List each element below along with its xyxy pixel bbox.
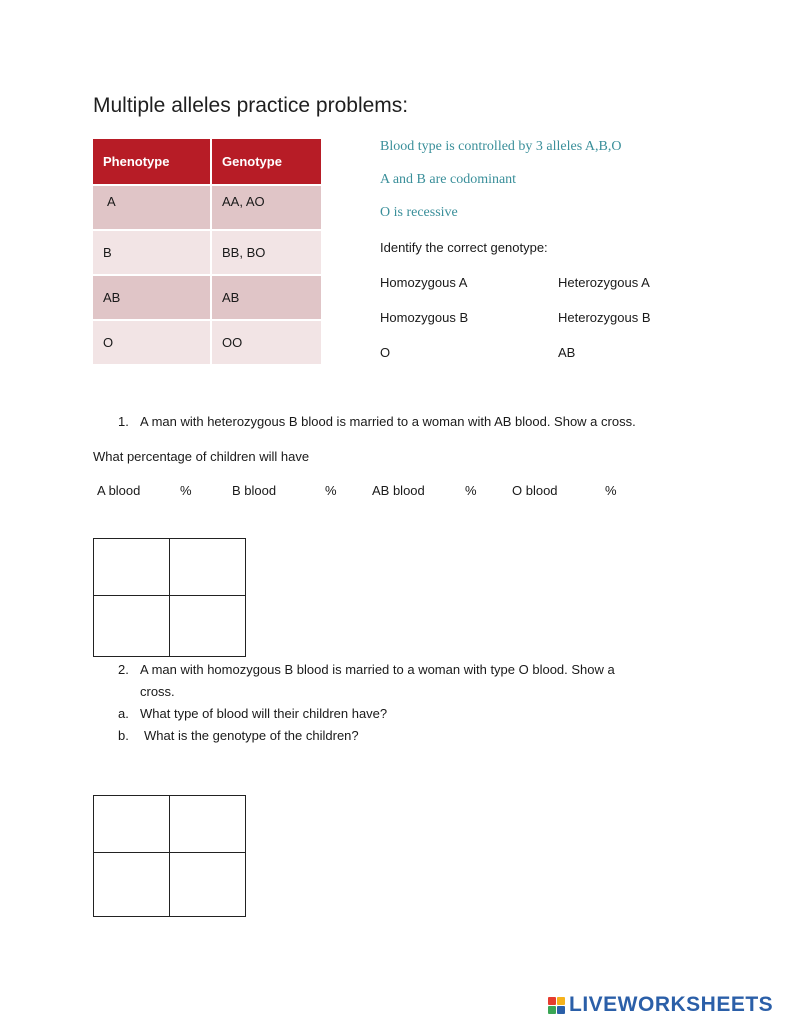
liveworksheets-logo — [548, 993, 773, 1017]
punnett-cell[interactable] — [170, 596, 246, 657]
genotype-table — [93, 139, 321, 364]
identify-heading: Identify the correct genotype: — [380, 240, 548, 255]
genotype-option: Homozygous B — [380, 310, 469, 325]
punnett-cell[interactable] — [94, 853, 170, 917]
logo-square — [548, 1006, 556, 1014]
logo-square — [557, 997, 565, 1005]
note-recessive: O is recessive — [380, 205, 458, 220]
genotype-option: Heterozygous A — [558, 275, 650, 290]
question-2-text-cont: cross. — [140, 684, 175, 699]
o-blood-label: O blood — [512, 483, 558, 498]
percent-sign: % — [325, 483, 337, 498]
punnett-cell[interactable] — [94, 596, 170, 657]
table-row — [93, 274, 321, 319]
percent-sign: % — [465, 483, 477, 498]
table-header-row — [93, 139, 321, 184]
note-alleles: Blood type is controlled by 3 alleles A,B,O — [380, 139, 622, 154]
phenotype-cell: B — [93, 229, 210, 274]
ab-blood-label: AB blood — [372, 483, 425, 498]
logo-square — [548, 997, 556, 1005]
a-blood-label: A blood — [97, 483, 141, 498]
logo-square — [557, 1006, 565, 1014]
punnett-cell[interactable] — [170, 853, 246, 917]
question-2-text: A man with homozygous B blood is married to a woman with type O blood. Show a — [140, 662, 615, 677]
genotype-cell: BB, BO — [210, 229, 321, 274]
genotype-cell: AA, AO — [210, 184, 321, 229]
genotype-option: AB — [558, 345, 576, 360]
genotype-cell: AB — [210, 274, 321, 319]
punnett-cell[interactable] — [170, 796, 246, 853]
header-genotype: Genotype — [210, 139, 321, 184]
table-row — [93, 229, 321, 274]
table-row — [93, 319, 321, 364]
sub-question-b-label: b. — [118, 728, 129, 743]
percent-sign: % — [180, 483, 192, 498]
percent-sign: % — [605, 483, 617, 498]
punnett-square-2 — [93, 795, 246, 917]
sub-question-a: What type of blood will their children have? — [140, 706, 388, 721]
logo-grid-icon — [548, 997, 565, 1014]
punnett-square-1 — [93, 538, 246, 657]
sub-question-a-label: a. — [118, 706, 129, 721]
phenotype-cell: O — [93, 319, 210, 364]
note-codominant: A and B are codominant — [380, 172, 517, 187]
sub-question-b: What is the genotype of the children? — [144, 728, 359, 743]
punnett-cell[interactable] — [170, 539, 246, 596]
genotype-cell: OO — [210, 319, 321, 364]
genotype-option: Homozygous A — [380, 275, 468, 290]
question-1-prompt: What percentage of children will have — [93, 449, 310, 464]
page-title: Multiple alleles practice problems: — [93, 94, 409, 117]
phenotype-cell: A — [93, 184, 210, 229]
question-1-text: A man with heterozygous B blood is married to a woman with AB blood. Show a cross. — [140, 414, 636, 429]
punnett-cell[interactable] — [94, 539, 170, 596]
genotype-option: O — [380, 345, 391, 360]
b-blood-label: B blood — [232, 483, 277, 498]
logo-text: LIVEWORKSHEETS — [569, 993, 774, 1016]
question-2-number: 2. — [118, 662, 129, 677]
phenotype-cell: AB — [93, 274, 210, 319]
header-phenotype: Phenotype — [93, 139, 210, 184]
table-row — [93, 184, 321, 229]
question-1-number: 1. — [118, 414, 129, 429]
genotype-option: Heterozygous B — [558, 310, 651, 325]
punnett-cell[interactable] — [94, 796, 170, 853]
